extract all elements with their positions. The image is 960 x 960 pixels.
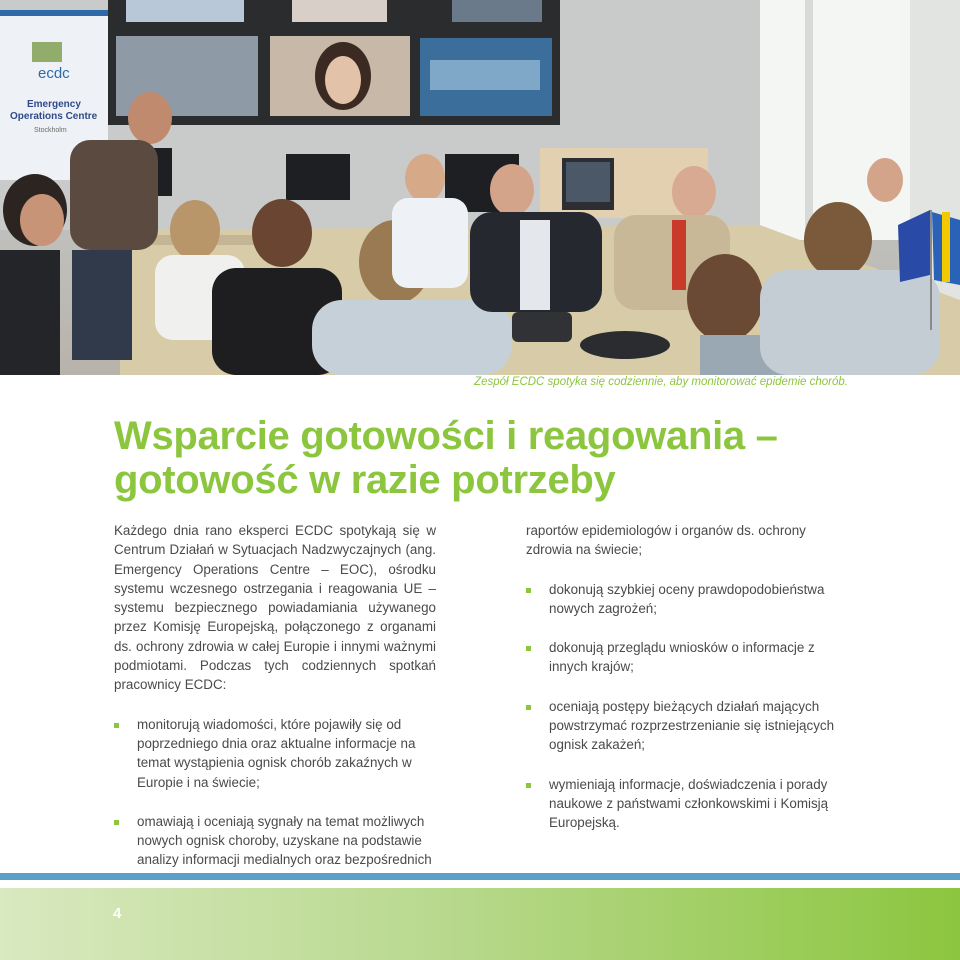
list-item xyxy=(526,775,846,833)
continuation-paragraph: raportów epidemiologów i organów ds. ochrony zdrowia na świecie; xyxy=(526,523,806,558)
list-item-text: dokonują przeglądu wniosków o informacje z innych krajów; xyxy=(549,640,815,675)
bullet-square-icon xyxy=(114,723,119,728)
page-number: 4 xyxy=(113,905,122,922)
footer-green-band xyxy=(0,888,960,960)
list-item xyxy=(526,697,846,755)
left-column xyxy=(114,521,436,890)
list-item-text: dokonują szybkiej oceny prawdopodobieństwa nowych zagrożeń; xyxy=(549,581,825,616)
photo-caption: Zespół ECDC spotyka się codziennie, aby monitorować epidemie chorób. xyxy=(474,376,848,388)
list-item-text: wymieniają informacje, doświadczenia i porady naukowe z państwami członkowskimi i Komisją Europejską. xyxy=(549,776,829,831)
svg-text:Stockholm: Stockholm xyxy=(34,127,67,134)
page-title-line-2: gotowość w razie potrzeby xyxy=(114,458,616,502)
list-item xyxy=(114,812,436,870)
list-item xyxy=(526,638,846,677)
svg-text:ecdc: ecdc xyxy=(38,65,70,82)
intro-paragraph: Każdego dnia rano eksperci ECDC spotykają się w Centrum Działań w Sytuacjach Nadzwyczajnych (ang. Emergency Operations Centre – EOC), ośrodku systemu wczesnego ostrzegania i reagowania UE – systemu bezpiecznego powiadamiania używanego przez Komisję Europejską, połączonego z organami ds. ochrony zdrowia w całej Europie i innymi ważnymi podmiotami. Podczas tych codziennych spotkań pracownicy ECDC: xyxy=(114,523,436,693)
footer-blue-stripe xyxy=(0,873,960,880)
bullet-square-icon xyxy=(526,783,531,788)
list-item xyxy=(114,715,436,792)
list-item-text: monitorują wiadomości, które pojawiły się od poprzedniego dnia oraz aktualne informacje na temat wystąpienia ognisk chorób zakaźnych w Europie i na świecie; xyxy=(137,716,416,790)
meeting-photo xyxy=(0,0,960,375)
page-title-line-1: Wsparcie gotowości i reagowania – xyxy=(114,414,778,458)
bullet-square-icon xyxy=(526,588,531,593)
page-title xyxy=(114,414,778,502)
right-bullet-list xyxy=(526,580,846,833)
bullet-square-icon xyxy=(114,820,119,825)
bullet-square-icon xyxy=(526,646,531,651)
list-item xyxy=(526,580,846,619)
right-column xyxy=(526,521,846,853)
meeting-photo-illustration xyxy=(0,0,960,375)
list-item-text: omawiają i oceniają sygnały na temat możliwych nowych ognisk choroby, uzyskane na podstawie analizy informacji medialnych oraz bezpośrednich xyxy=(137,813,432,868)
svg-text:Emergency: Emergency xyxy=(27,99,81,110)
bullet-square-icon xyxy=(526,705,531,710)
list-item-text: oceniają postępy bieżących działań mających powstrzymać rozprzestrzenianie się istniejących ognisk zakażeń; xyxy=(549,698,835,753)
svg-text:Operations Centre: Operations Centre xyxy=(10,111,98,122)
left-bullet-list xyxy=(114,715,436,870)
